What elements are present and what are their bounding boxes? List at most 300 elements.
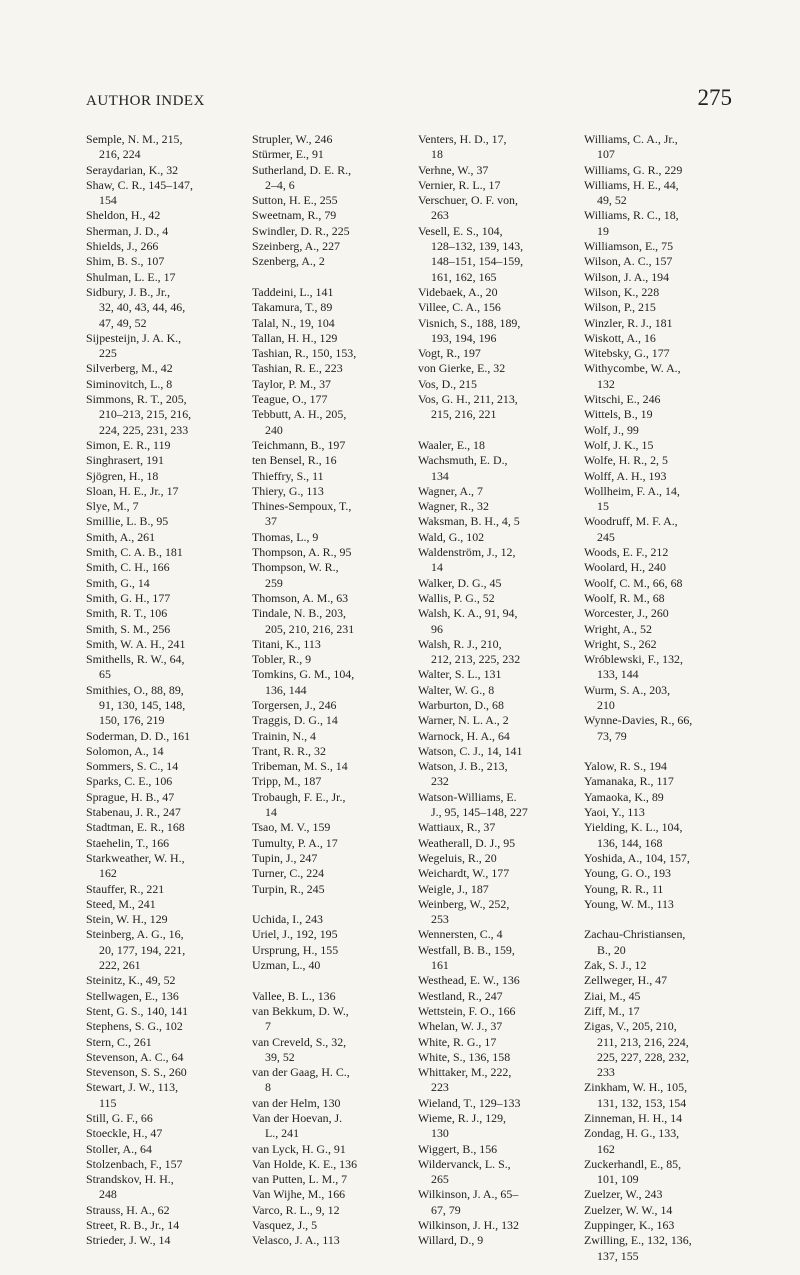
- entry-line: Titani, K., 113: [252, 636, 321, 651]
- entry-continuation: 248: [99, 1187, 117, 1202]
- index-entry: [584, 453, 746, 468]
- entry-line: Ziai, M., 45: [584, 988, 641, 1003]
- entry-continuation: 233: [597, 1065, 615, 1080]
- index-entry: [418, 759, 580, 790]
- entry-line: Stadtman, E. R., 168: [86, 820, 185, 835]
- entry-line: Strupler, W., 246: [252, 132, 333, 146]
- entry-continuation: 15: [597, 499, 609, 514]
- entry-line: Stoller, A., 64: [86, 1141, 152, 1156]
- entry-continuation: 131, 132, 153, 154: [597, 1095, 687, 1110]
- index-entry: [418, 132, 580, 163]
- index-entry: [584, 1187, 746, 1202]
- index-entry: [252, 958, 414, 973]
- entry-line: Woolard, H., 240: [584, 560, 666, 575]
- entry-line: van Creveld, S., 32,: [252, 1034, 347, 1049]
- entry-line: Sutherland, D. E. R.,: [252, 162, 352, 177]
- entry-line: Woolf, R. M., 68: [584, 590, 665, 605]
- entry-line: Young, G. O., 193: [584, 866, 671, 881]
- index-column: [86, 132, 252, 1252]
- entry-line: Vos, D., 215: [418, 376, 477, 391]
- entry-continuation: 20, 177, 194, 221,: [99, 942, 186, 957]
- index-entry: [584, 407, 746, 422]
- entry-continuation: 115: [99, 1095, 117, 1110]
- entry-line: Williams, G. R., 229: [584, 162, 683, 177]
- entry-line: Weigle, J., 187: [418, 881, 489, 896]
- index-entry: [252, 1157, 414, 1172]
- index-entry: [86, 1080, 248, 1111]
- entry-line: Wittels, B., 19: [584, 407, 653, 422]
- index-entry: [418, 178, 580, 193]
- letter-group-gap: [418, 423, 580, 438]
- page-header: [86, 85, 732, 111]
- entry-line: Thiery, G., 113: [252, 483, 324, 498]
- index-entry: [86, 622, 248, 637]
- letter-group-gap: [252, 270, 414, 285]
- letter-group-gap: [584, 744, 746, 759]
- entry-line: Weichardt, W., 177: [418, 866, 510, 881]
- entry-line: Trant, R. R., 32: [252, 743, 326, 758]
- entry-line: Smith, C. A. B., 181: [86, 545, 183, 560]
- entry-line: Zuelzer, W. W., 14: [584, 1202, 673, 1217]
- entry-line: Wildervanck, L. S.,: [418, 1156, 511, 1171]
- entry-line: van der Gaag, H. C.,: [252, 1065, 350, 1080]
- index-entry: [584, 1111, 746, 1126]
- entry-line: Tindale, N. B., 203,: [252, 606, 347, 621]
- entry-line: Watson-Williams, E.: [418, 789, 517, 804]
- index-entry: [584, 713, 746, 744]
- entry-line: Sparks, C. E., 106: [86, 774, 173, 789]
- entry-line: Westhead, E. W., 136: [418, 973, 520, 988]
- index-entry: [252, 163, 414, 194]
- entry-line: von Gierke, E., 32: [418, 361, 506, 376]
- entry-line: Tobler, R., 9: [252, 652, 312, 667]
- index-entry: [86, 729, 248, 744]
- entry-line: Swindler, D. R., 225: [252, 223, 350, 238]
- index-entry: [252, 1187, 414, 1202]
- index-entry: [86, 774, 248, 789]
- entry-line: Sherman, J. D., 4: [86, 223, 169, 238]
- entry-line: Shaw, C. R., 145–147,: [86, 177, 193, 192]
- index-entry: [584, 484, 746, 515]
- index-entry: [86, 484, 248, 499]
- entry-line: Thomas, L., 9: [252, 529, 319, 544]
- index-entry: [418, 1004, 580, 1019]
- entry-continuation: J., 95, 145–148, 227: [431, 805, 528, 820]
- index-entry: [86, 499, 248, 514]
- index-entry: [584, 178, 746, 209]
- entry-line: Semple, N. M., 215,: [86, 132, 183, 146]
- entry-line: Wright, S., 262: [584, 636, 657, 651]
- entry-line: Steinberg, A. G., 16,: [86, 927, 184, 942]
- entry-line: Van der Hoevan, J.: [252, 1111, 343, 1125]
- entry-line: Williams, R. C., 18,: [584, 208, 679, 223]
- index-columns: [86, 132, 751, 1263]
- entry-line: Turner, C., 224: [252, 866, 325, 881]
- entry-continuation: 18: [431, 147, 443, 162]
- index-entry: [418, 1142, 580, 1157]
- index-entry: [252, 790, 414, 821]
- index-entry: [418, 1019, 580, 1034]
- entry-line: Stabenau, J. R., 247: [86, 805, 181, 820]
- index-entry: [418, 346, 580, 361]
- entry-line: Wallis, P. G., 52: [418, 590, 495, 605]
- entry-line: Waksman, B. H., 4, 5: [418, 514, 520, 529]
- entry-line: Stent, G. S., 140, 141: [86, 1003, 189, 1018]
- entry-line: Stevenson, S. S., 260: [86, 1065, 187, 1080]
- entry-line: Tsao, M. V., 159: [252, 820, 331, 835]
- entry-line: Vesell, E. S., 104,: [418, 223, 503, 238]
- index-entry: [86, 1111, 248, 1126]
- index-entry: [252, 499, 414, 530]
- index-entry: [252, 224, 414, 239]
- entry-line: Tumulty, P. A., 17: [252, 835, 338, 850]
- index-entry: [86, 1019, 248, 1034]
- entry-continuation: 265: [431, 1172, 449, 1187]
- entry-line: Van Holde, K. E., 136: [252, 1156, 358, 1171]
- entry-line: Slye, M., 7: [86, 499, 139, 514]
- entry-continuation: 136, 144, 168: [597, 835, 663, 850]
- index-entry: [86, 1050, 248, 1065]
- index-entry: [418, 1233, 580, 1248]
- entry-line: Watson, C. J., 14, 141: [418, 743, 523, 758]
- index-entry: [584, 606, 746, 621]
- index-entry: [86, 453, 248, 468]
- index-entry: [584, 514, 746, 545]
- entry-continuation: 253: [431, 912, 449, 927]
- index-entry: [584, 545, 746, 560]
- index-entry: [86, 438, 248, 453]
- index-entry: [252, 377, 414, 392]
- index-entry: [86, 239, 248, 254]
- index-entry: [86, 989, 248, 1004]
- index-entry: [86, 1004, 248, 1019]
- entry-line: Steinitz, K., 49, 52: [86, 973, 176, 988]
- index-entry: [252, 836, 414, 851]
- entry-line: Wolf, J., 99: [584, 422, 639, 437]
- index-entry: [86, 1126, 248, 1141]
- entry-continuation: 19: [597, 223, 609, 238]
- index-entry: [418, 989, 580, 1004]
- entry-line: Simon, E. R., 119: [86, 437, 171, 452]
- index-entry: [418, 163, 580, 178]
- index-entry: [252, 438, 414, 453]
- index-entry: [418, 224, 580, 285]
- entry-line: Tribeman, M. S., 14: [252, 759, 348, 774]
- index-entry: [418, 377, 580, 392]
- index-entry: [418, 1065, 580, 1096]
- index-entry: [584, 591, 746, 606]
- entry-line: Strandskov, H. H.,: [86, 1172, 174, 1187]
- entry-line: Wilson, J. A., 194: [584, 269, 670, 284]
- index-entry: [584, 132, 746, 163]
- entry-line: Ziff, M., 17: [584, 1003, 640, 1018]
- index-entry: [252, 927, 414, 942]
- index-entry: [418, 897, 580, 928]
- entry-line: Stoeckle, H., 47: [86, 1126, 163, 1141]
- index-entry: [252, 637, 414, 652]
- entry-continuation: 162: [597, 1141, 615, 1156]
- entry-line: Taylor, P. M., 37: [252, 376, 331, 391]
- entry-line: Sprague, H. B., 47: [86, 789, 175, 804]
- entry-continuation: 49, 52: [597, 193, 627, 208]
- entry-line: Zwilling, E., 132, 136,: [584, 1233, 692, 1248]
- entry-line: Stephens, S. G., 102: [86, 1019, 183, 1034]
- entry-line: Turpin, R., 245: [252, 881, 325, 896]
- entry-line: Vernier, R. L., 17: [418, 177, 501, 192]
- index-entry: [252, 147, 414, 162]
- index-entry: [86, 927, 248, 973]
- entry-continuation: 91, 130, 145, 148,: [99, 697, 186, 712]
- entry-continuation: 154: [99, 193, 117, 208]
- index-entry: [584, 1080, 746, 1111]
- entry-line: Wieland, T., 129–133: [418, 1095, 521, 1110]
- entry-line: Smith, A., 261: [86, 529, 156, 544]
- index-entry: [418, 285, 580, 300]
- index-entry: [86, 790, 248, 805]
- index-entry: [584, 805, 746, 820]
- entry-line: Zigas, V., 205, 210,: [584, 1019, 677, 1034]
- index-entry: [418, 667, 580, 682]
- entry-line: Woods, E. F., 212: [584, 545, 669, 560]
- entry-line: Vallee, B. L., 136: [252, 988, 336, 1003]
- entry-continuation: 47, 49, 52: [99, 315, 147, 330]
- entry-continuation: 8: [265, 1080, 271, 1095]
- index-entry: [252, 545, 414, 560]
- index-entry: [86, 530, 248, 545]
- entry-line: Tashian, R. E., 223: [252, 361, 343, 376]
- index-entry: [584, 392, 746, 407]
- index-entry: [584, 1126, 746, 1157]
- index-entry: [86, 560, 248, 575]
- entry-line: Worcester, J., 260: [584, 606, 669, 621]
- index-entry: [252, 729, 414, 744]
- entry-line: Whittaker, M., 222,: [418, 1065, 512, 1080]
- index-entry: [418, 300, 580, 315]
- entry-continuation: 134: [431, 468, 449, 483]
- index-entry: [252, 254, 414, 269]
- entry-line: Verschuer, O. F. von,: [418, 193, 518, 208]
- entry-line: Zak, S. J., 12: [584, 958, 647, 973]
- index-entry: [252, 193, 414, 208]
- index-entry: [86, 637, 248, 652]
- index-entry: [252, 285, 414, 300]
- entry-line: Wennersten, C., 4: [418, 927, 503, 942]
- index-entry: [418, 836, 580, 851]
- entry-line: Smith, S. M., 256: [86, 621, 171, 636]
- entry-line: Vogt, R., 197: [418, 346, 481, 361]
- entry-line: Thieffry, S., 11: [252, 468, 324, 483]
- index-entry: [252, 316, 414, 331]
- entry-line: Staehelin, T., 166: [86, 835, 170, 850]
- index-entry: [86, 759, 248, 774]
- entry-line: Walsh, K. A., 91, 94,: [418, 606, 518, 621]
- index-entry: [418, 453, 580, 484]
- entry-line: Ursprung, H., 155: [252, 942, 339, 957]
- index-entry: [252, 744, 414, 759]
- entry-line: Yamanaka, R., 117: [584, 774, 674, 789]
- index-entry: [584, 851, 746, 866]
- index-entry: [418, 576, 580, 591]
- index-entry: [584, 790, 746, 805]
- index-entry: [86, 208, 248, 223]
- entry-line: Zondag, H. G., 133,: [584, 1126, 680, 1141]
- entry-continuation: L., 241: [265, 1126, 300, 1141]
- index-entry: [86, 361, 248, 376]
- entry-line: Young, R. R., 11: [584, 881, 664, 896]
- index-entry: [584, 163, 746, 178]
- entry-line: Witschi, E., 246: [584, 392, 661, 407]
- entry-continuation: 73, 79: [597, 728, 627, 743]
- index-entry: [252, 361, 414, 376]
- entry-line: Stewart, J. W., 113,: [86, 1080, 179, 1095]
- index-entry: [418, 1096, 580, 1111]
- index-entry: [86, 1218, 248, 1233]
- index-entry: [584, 300, 746, 315]
- entry-continuation: 150, 176, 219: [99, 713, 165, 728]
- index-entry: [86, 1157, 248, 1172]
- entry-line: Shulman, L. E., 17: [86, 269, 176, 284]
- index-entry: [86, 1142, 248, 1157]
- index-entry: [418, 683, 580, 698]
- index-entry: [418, 1157, 580, 1188]
- entry-continuation: B., 20: [597, 942, 626, 957]
- entry-line: ten Bensel, R., 16: [252, 453, 337, 468]
- index-entry: [584, 270, 746, 285]
- entry-line: Taddeini, L., 141: [252, 284, 334, 299]
- entry-continuation: 133, 144: [597, 667, 639, 682]
- index-entry: [252, 346, 414, 361]
- index-entry: [584, 759, 746, 774]
- entry-line: Zachau-Christiansen,: [584, 927, 686, 942]
- entry-line: Sweetnam, R., 79: [252, 208, 337, 223]
- entry-line: Wolf, J. K., 15: [584, 437, 654, 452]
- entry-continuation: 39, 52: [265, 1049, 295, 1064]
- index-entry: [86, 1065, 248, 1080]
- index-entry: [584, 560, 746, 575]
- entry-line: Smith, G., 14: [86, 575, 150, 590]
- index-entry: [252, 943, 414, 958]
- running-head: AUTHOR INDEX: [86, 93, 205, 109]
- entry-line: Silverberg, M., 42: [86, 361, 173, 376]
- entry-line: Steed, M., 241: [86, 896, 156, 911]
- entry-line: Sheldon, H., 42: [86, 208, 161, 223]
- entry-line: Wegeluis, R., 20: [418, 850, 497, 865]
- entry-line: Warburton, D., 68: [418, 697, 504, 712]
- index-entry: [252, 759, 414, 774]
- entry-line: Strieder, J. W., 14: [86, 1233, 171, 1248]
- index-entry: [418, 820, 580, 835]
- entry-line: Young, W. M., 113: [584, 896, 674, 911]
- index-entry: [584, 1004, 746, 1019]
- entry-line: Singhrasert, 191: [86, 453, 164, 468]
- index-entry: [418, 1050, 580, 1065]
- entry-continuation: 245: [597, 529, 615, 544]
- index-entry: [418, 1111, 580, 1142]
- index-entry: [252, 713, 414, 728]
- entry-line: Stein, W. H., 129: [86, 912, 168, 927]
- index-entry: [418, 514, 580, 529]
- entry-line: Smith, W. A. H., 241: [86, 636, 186, 651]
- index-entry: [418, 438, 580, 453]
- entry-line: Westland, R., 247: [418, 988, 503, 1003]
- entry-continuation: 107: [597, 147, 615, 162]
- entry-line: Sutton, H. E., 255: [252, 193, 338, 208]
- index-entry: [86, 683, 248, 729]
- entry-line: Tallan, H. H., 129: [252, 330, 338, 345]
- entry-line: Smillie, L. B., 95: [86, 514, 169, 529]
- index-entry: [252, 1111, 414, 1142]
- entry-line: Smith, C. H., 166: [86, 560, 170, 575]
- entry-line: Yoshida, A., 104, 157,: [584, 850, 690, 865]
- entry-line: Wolfe, H. R., 2, 5: [584, 453, 668, 468]
- index-entry: [86, 224, 248, 239]
- entry-continuation: 14: [265, 805, 277, 820]
- index-entry: [86, 132, 248, 163]
- index-entry: [418, 637, 580, 668]
- letter-group-gap: [252, 897, 414, 912]
- index-entry: [584, 1203, 746, 1218]
- index-entry: [86, 836, 248, 851]
- entry-line: Zinneman, H. H., 14: [584, 1111, 683, 1125]
- index-entry: [418, 1218, 580, 1233]
- index-entry: [252, 300, 414, 315]
- entry-line: van der Helm, 130: [252, 1095, 341, 1110]
- entry-line: Vos, G. H., 211, 213,: [418, 392, 518, 407]
- entry-line: Willard, D., 9: [418, 1233, 484, 1248]
- entry-line: Szeinberg, A., 227: [252, 239, 340, 254]
- entry-line: Thompson, A. R., 95: [252, 545, 352, 560]
- index-entry: [86, 851, 248, 882]
- entry-line: Wilkinson, J. H., 132: [418, 1218, 519, 1233]
- entry-line: Smithells, R. W., 64,: [86, 652, 185, 667]
- entry-line: Starkweather, W. H.,: [86, 850, 185, 865]
- entry-line: Vasquez, J., 5: [252, 1218, 318, 1233]
- index-entry: [86, 897, 248, 912]
- index-entry: [584, 438, 746, 453]
- index-entry: [86, 882, 248, 897]
- entry-line: Walter, S. L., 131: [418, 667, 502, 682]
- entry-line: Trobaugh, F. E., Jr.,: [252, 789, 346, 804]
- entry-line: Traggis, D. G., 14: [252, 713, 338, 728]
- entry-line: Teichmann, B., 197: [252, 437, 346, 452]
- entry-continuation: 224, 225, 231, 233: [99, 422, 189, 437]
- index-entry: [86, 1172, 248, 1203]
- entry-line: Zuelzer, W., 243: [584, 1187, 663, 1202]
- index-entry: [584, 254, 746, 269]
- entry-line: Williams, H. E., 44,: [584, 177, 679, 192]
- index-entry: [86, 331, 248, 362]
- entry-line: Wilkinson, J. A., 65–: [418, 1187, 519, 1202]
- entry-line: Waldenström, J., 12,: [418, 545, 516, 560]
- index-entry: [252, 530, 414, 545]
- entry-line: Shields, J., 266: [86, 239, 159, 254]
- entry-continuation: 205, 210, 216, 231: [265, 621, 355, 636]
- index-entry: [584, 285, 746, 300]
- entry-line: Takamura, T., 89: [252, 300, 333, 315]
- index-entry: [86, 270, 248, 285]
- entry-line: Villee, C. A., 156: [418, 300, 501, 315]
- index-entry: [252, 882, 414, 897]
- index-entry: [252, 1218, 414, 1233]
- entry-line: Wilson, A. C., 157: [584, 254, 673, 269]
- entry-line: Stellwagen, E., 136: [86, 988, 179, 1003]
- entry-continuation: 161, 162, 165: [431, 269, 497, 284]
- entry-line: Teague, O., 177: [252, 392, 328, 407]
- entry-continuation: 212, 213, 225, 232: [431, 652, 521, 667]
- entry-line: Strauss, H. A., 62: [86, 1202, 170, 1217]
- index-entry: [86, 514, 248, 529]
- index-entry: [252, 989, 414, 1004]
